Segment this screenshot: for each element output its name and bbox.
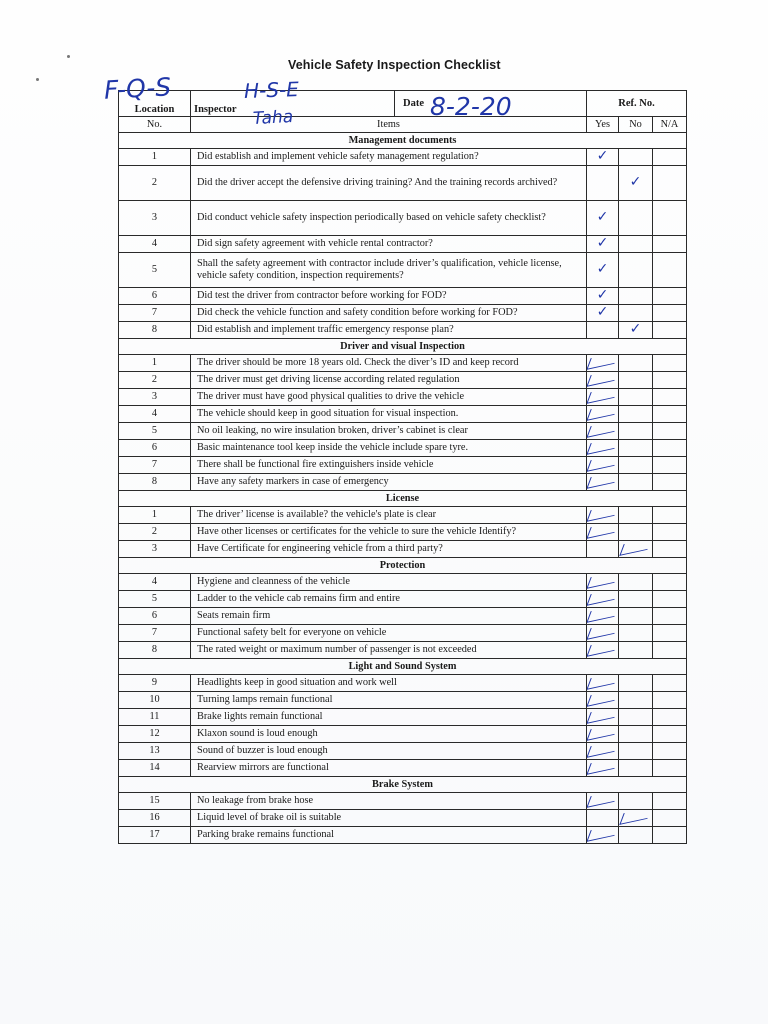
item-number: 6 [119,440,191,457]
checklist-row [119,692,687,709]
slash-mark-icon [587,743,619,758]
section-header-row [119,339,687,355]
answer-cell-na[interactable] [653,507,687,524]
answer-cell-no[interactable] [619,166,653,201]
item-text: The driver must get driving license according related regulation [191,372,587,389]
item-text: Did test the driver from contractor before working for FOD? [191,288,587,305]
answer-cell-no[interactable] [619,642,653,659]
checklist-row [119,793,687,810]
item-number: 7 [119,625,191,642]
item-number: 14 [119,760,191,777]
answer-cell-no[interactable] [619,305,653,322]
answer-cell-na[interactable] [653,305,687,322]
checklist-row [119,372,687,389]
answer-cell-yes[interactable] [587,236,619,253]
answer-cell-yes[interactable] [587,322,619,339]
answer-cell-na[interactable] [653,726,687,743]
checklist-row [119,406,687,423]
checklist-row [119,507,687,524]
answer-cell-yes[interactable] [587,541,619,558]
answer-cell-no[interactable] [619,440,653,457]
answer-cell-no[interactable] [619,709,653,726]
slash-mark-icon [587,524,619,539]
answer-cell-yes[interactable] [587,625,619,642]
answer-cell-no[interactable] [619,760,653,777]
item-text: Have Certificate for engineering vehicle from a third party? [191,541,587,558]
section-title: Light and Sound System [119,659,687,675]
section-header-row [119,558,687,574]
page-title: Vehicle Safety Inspection Checklist [288,58,501,72]
item-text: Did conduct vehicle safety inspection periodically based on vehicle safety checklist? [191,201,587,236]
answer-cell-na[interactable] [653,591,687,608]
answer-cell-yes[interactable] [587,288,619,305]
answer-cell-yes[interactable] [587,743,619,760]
answer-cell-no[interactable] [619,406,653,423]
handwritten-department: H-S-E [243,77,300,103]
item-number: 8 [119,474,191,491]
answer-cell-na[interactable] [653,827,687,844]
answer-cell-yes[interactable] [587,166,619,201]
section-header-row [119,659,687,675]
checklist-row [119,642,687,659]
answer-cell-yes[interactable] [587,457,619,474]
answer-cell-no[interactable] [619,608,653,625]
checklist-row [119,236,687,253]
answer-cell-yes[interactable] [587,793,619,810]
item-number: 3 [119,389,191,406]
checklist-row [119,149,687,166]
answer-cell-na[interactable] [653,406,687,423]
answer-cell-na[interactable] [653,793,687,810]
item-number: 2 [119,524,191,541]
answer-cell-na[interactable] [653,675,687,692]
item-text: Did establish and implement traffic emergency response plan? [191,322,587,339]
answer-cell-yes[interactable] [587,149,619,166]
check-mark-icon: ✓ [629,174,642,190]
item-text: The rated weight or maximum number of passenger is not exceeded [191,642,587,659]
answer-cell-yes[interactable] [587,810,619,827]
slash-mark-icon [587,457,619,472]
answer-cell-no[interactable] [619,675,653,692]
answer-cell-na[interactable] [653,608,687,625]
item-number: 13 [119,743,191,760]
answer-cell-no[interactable] [619,743,653,760]
item-number: 5 [119,253,191,288]
no-header: No. [119,117,191,133]
checklist-row [119,457,687,474]
answer-cell-yes[interactable] [587,726,619,743]
answer-cell-no[interactable] [619,372,653,389]
answer-cell-no[interactable] [619,389,653,406]
item-number: 7 [119,457,191,474]
checklist-row [119,440,687,457]
answer-cell-na[interactable] [653,322,687,339]
answer-cell-na[interactable] [653,149,687,166]
item-text: Shall the safety agreement with contractor include driver’s qualification, vehicle license, vehicle safety condition, inspection requirements? [191,253,587,288]
item-text: Have any safety markers in case of emergency [191,474,587,491]
items-header: Items [191,117,587,133]
paper-speck [36,78,39,81]
check-mark-icon: ✓ [596,148,609,164]
slash-mark-icon [587,709,619,724]
answer-cell-yes[interactable] [587,591,619,608]
item-text: Headlights keep in good situation and work well [191,675,587,692]
slash-mark-icon [587,355,619,370]
item-number: 10 [119,692,191,709]
answer-cell-yes[interactable] [587,474,619,491]
answer-cell-no[interactable] [619,810,653,827]
answer-cell-na[interactable] [653,253,687,288]
checklist-row [119,322,687,339]
slash-mark-icon [587,760,619,775]
answer-cell-no[interactable] [619,201,653,236]
item-text: There shall be functional fire extinguishers inside vehicle [191,457,587,474]
item-number: 6 [119,288,191,305]
checklist-row [119,305,687,322]
checklist-row [119,827,687,844]
answer-cell-yes[interactable] [587,608,619,625]
item-number: 6 [119,608,191,625]
answer-cell-no[interactable] [619,253,653,288]
answer-cell-yes[interactable] [587,440,619,457]
item-text: Klaxon sound is loud enough [191,726,587,743]
slash-mark-icon [587,675,619,690]
section-title: Management documents [119,133,687,149]
na-header: N/A [653,117,687,133]
item-number: 8 [119,642,191,659]
checklist-row [119,389,687,406]
section-header-row [119,133,687,149]
slash-mark-icon [587,507,619,522]
section-title: Protection [119,558,687,574]
item-number: 15 [119,793,191,810]
checklist-row [119,608,687,625]
answer-cell-na[interactable] [653,625,687,642]
inspection-table [118,90,687,844]
slash-mark-icon [587,440,619,455]
item-text: Seats remain firm [191,608,587,625]
slash-mark-icon [587,608,619,623]
section-title: License [119,491,687,507]
answer-cell-yes[interactable] [587,406,619,423]
checklist-row [119,524,687,541]
item-number: 12 [119,726,191,743]
answer-cell-na[interactable] [653,236,687,253]
yes-header: Yes [587,117,619,133]
check-mark-icon: ✓ [596,209,609,225]
answer-cell-no[interactable] [619,507,653,524]
answer-cell-no[interactable] [619,457,653,474]
answer-cell-yes[interactable] [587,372,619,389]
item-number: 1 [119,355,191,372]
answer-cell-yes[interactable] [587,760,619,777]
item-number: 2 [119,372,191,389]
answer-cell-na[interactable] [653,810,687,827]
checklist-row [119,675,687,692]
checklist-row [119,625,687,642]
answer-cell-yes[interactable] [587,524,619,541]
answer-cell-no[interactable] [619,149,653,166]
check-mark-icon: ✓ [596,261,609,277]
item-text: Hygiene and cleanness of the vehicle [191,574,587,591]
item-number: 17 [119,827,191,844]
answer-cell-no[interactable] [619,793,653,810]
slash-mark-icon [587,692,619,707]
checklist-row [119,591,687,608]
no-column-header: No [619,117,653,133]
answer-cell-yes[interactable] [587,709,619,726]
item-number: 9 [119,675,191,692]
answer-cell-na[interactable] [653,743,687,760]
answer-cell-na[interactable] [653,474,687,491]
check-mark-icon: ✓ [596,235,609,251]
check-mark-icon: ✓ [629,321,642,337]
checklist-row [119,760,687,777]
answer-cell-no[interactable] [619,474,653,491]
answer-cell-no[interactable] [619,236,653,253]
slash-mark-icon [587,827,619,842]
checklist-row [119,709,687,726]
slash-mark-icon [587,574,619,589]
item-text: The driver must have good physical qualities to drive the vehicle [191,389,587,406]
answer-cell-yes[interactable] [587,201,619,236]
item-text: Did establish and implement vehicle safety management regulation? [191,149,587,166]
slash-mark-icon [587,372,619,387]
slash-mark-icon [587,474,619,489]
slash-mark-icon [587,625,619,640]
answer-cell-no[interactable] [619,591,653,608]
slash-mark-icon [587,726,619,741]
item-text: Ladder to the vehicle cab remains firm and entire [191,591,587,608]
item-text: Did sign safety agreement with vehicle rental contractor? [191,236,587,253]
answer-cell-na[interactable] [653,457,687,474]
item-text: No leakage from brake hose [191,793,587,810]
answer-cell-na[interactable] [653,524,687,541]
slash-mark-icon [619,810,651,825]
item-text: Turning lamps remain functional [191,692,587,709]
answer-cell-na[interactable] [653,288,687,305]
checklist-row [119,355,687,372]
handwritten-inspector-name: Taha [252,106,294,130]
answer-cell-na[interactable] [653,574,687,591]
item-number: 4 [119,236,191,253]
slash-mark-icon [619,541,651,556]
header-row-top [119,91,687,117]
item-text: Basic maintenance tool keep inside the vehicle include spare tyre. [191,440,587,457]
item-text: Did check the vehicle function and safety condition before working for FOD? [191,305,587,322]
slash-mark-icon [587,793,619,808]
answer-cell-no[interactable] [619,524,653,541]
item-number: 5 [119,423,191,440]
answer-cell-yes[interactable] [587,827,619,844]
item-number: 7 [119,305,191,322]
slash-mark-icon [587,642,619,657]
answer-cell-na[interactable] [653,372,687,389]
item-text: No oil leaking, no wire insulation broken, driver’s cabinet is clear [191,423,587,440]
answer-cell-na[interactable] [653,692,687,709]
answer-cell-no[interactable] [619,726,653,743]
answer-cell-no[interactable] [619,574,653,591]
item-text: The vehicle should keep in good situation for visual inspection. [191,406,587,423]
slash-mark-icon [587,423,619,438]
handwritten-location: F-Q-S [103,72,172,105]
answer-cell-no[interactable] [619,423,653,440]
answer-cell-na[interactable] [653,201,687,236]
answer-cell-na[interactable] [653,355,687,372]
header-row-bottom [119,117,687,133]
answer-cell-na[interactable] [653,642,687,659]
location-header: Location [119,91,191,117]
item-text: Have other licenses or certificates for the vehicle to sure the vehicle Identify? [191,524,587,541]
answer-cell-yes[interactable] [587,355,619,372]
item-number: 11 [119,709,191,726]
checklist-row [119,288,687,305]
paper-speck [67,55,70,58]
answer-cell-yes[interactable] [587,389,619,406]
item-text: Rearview mirrors are functional [191,760,587,777]
answer-cell-na[interactable] [653,541,687,558]
item-text: The driver should be more 18 years old. Check the diver’s ID and keep record [191,355,587,372]
answer-cell-yes[interactable] [587,305,619,322]
check-mark-icon: ✓ [596,304,609,320]
answer-cell-na[interactable] [653,760,687,777]
slash-mark-icon [587,591,619,606]
date-header: Date [395,91,587,117]
answer-cell-na[interactable] [653,389,687,406]
ref-no-header: Ref. No. [587,91,687,117]
checklist-row [119,743,687,760]
inspector-header: Inspector [191,91,395,117]
item-number: 16 [119,810,191,827]
item-number: 4 [119,574,191,591]
answer-cell-yes[interactable] [587,507,619,524]
answer-cell-yes[interactable] [587,253,619,288]
answer-cell-no[interactable] [619,355,653,372]
answer-cell-no[interactable] [619,692,653,709]
item-text: Liquid level of brake oil is suitable [191,810,587,827]
answer-cell-no[interactable] [619,288,653,305]
item-number: 3 [119,201,191,236]
item-number: 4 [119,406,191,423]
item-text: Functional safety belt for everyone on vehicle [191,625,587,642]
item-text: Parking brake remains functional [191,827,587,844]
checklist-row [119,726,687,743]
item-number: 1 [119,507,191,524]
answer-cell-na[interactable] [653,166,687,201]
answer-cell-na[interactable] [653,423,687,440]
checklist-row [119,423,687,440]
item-text: Sound of buzzer is loud enough [191,743,587,760]
item-text: Brake lights remain functional [191,709,587,726]
item-text: Did the driver accept the defensive driving training? And the training records archived? [191,166,587,201]
handwritten-date: 8-2-20 [430,92,512,121]
checklist-row [119,474,687,491]
slash-mark-icon [587,389,619,404]
answer-cell-yes[interactable] [587,642,619,659]
answer-cell-na[interactable] [653,709,687,726]
item-number: 2 [119,166,191,201]
item-number: 5 [119,591,191,608]
checklist-row [119,201,687,236]
slash-mark-icon [587,406,619,421]
answer-cell-no[interactable] [619,827,653,844]
answer-cell-na[interactable] [653,440,687,457]
answer-cell-no[interactable] [619,541,653,558]
answer-cell-yes[interactable] [587,423,619,440]
checklist-row [119,810,687,827]
answer-cell-no[interactable] [619,322,653,339]
answer-cell-yes[interactable] [587,574,619,591]
checklist-row [119,253,687,288]
item-number: 3 [119,541,191,558]
section-title: Brake System [119,777,687,793]
check-mark-icon: ✓ [596,287,609,303]
item-number: 8 [119,322,191,339]
section-header-row [119,777,687,793]
section-header-row [119,491,687,507]
answer-cell-no[interactable] [619,625,653,642]
item-number: 1 [119,149,191,166]
answer-cell-yes[interactable] [587,692,619,709]
section-title: Driver and visual Inspection [119,339,687,355]
answer-cell-yes[interactable] [587,675,619,692]
item-text: The driver’ license is available? the vehicle's plate is clear [191,507,587,524]
checklist-row [119,541,687,558]
checklist-row [119,166,687,201]
checklist-row [119,574,687,591]
